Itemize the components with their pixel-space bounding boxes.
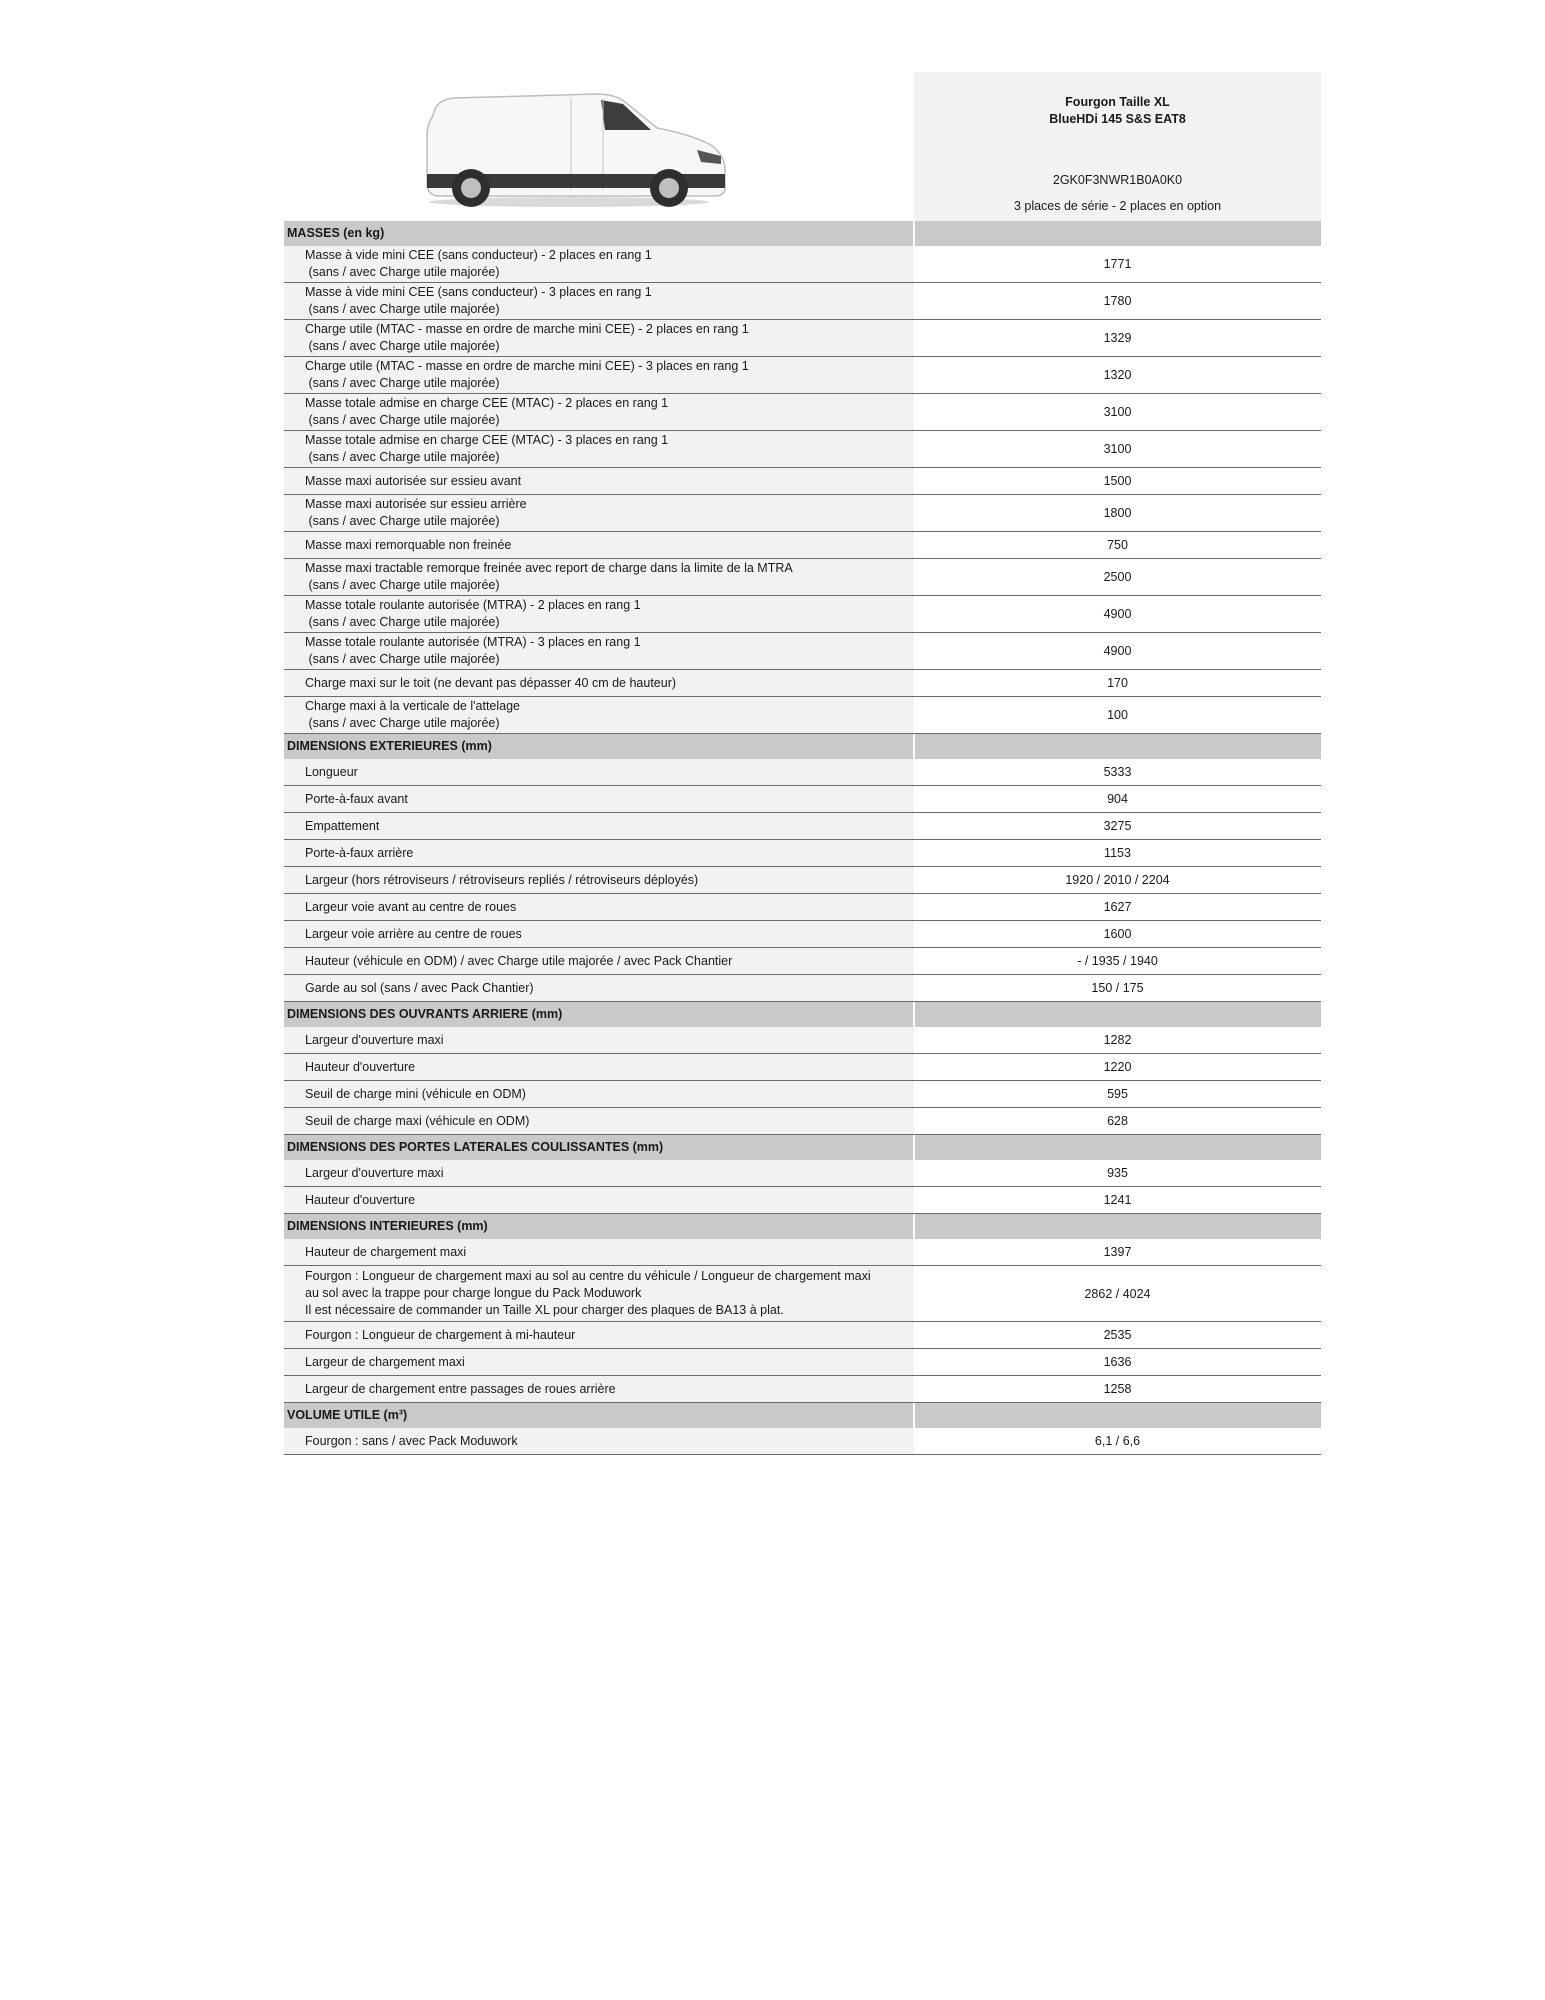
table-row [284, 357, 1321, 394]
row-label: Charge maxi à la verticale de l'attelage [305, 699, 521, 713]
row-label: Masse totale roulante autorisée (MTRA) - 3 places en rang 1 [305, 635, 641, 649]
row-label: Garde au sol (sans / avec Pack Chantier) [305, 980, 534, 995]
row-value: 935 [1107, 1166, 1128, 1180]
table-row [284, 1349, 1321, 1376]
table-row [284, 633, 1321, 670]
row-value: 4900 [1103, 644, 1132, 658]
section-header-interior [284, 1214, 1321, 1239]
table-row [284, 1266, 1321, 1322]
row-label: Masse maxi autorisée sur essieu arrière [305, 497, 527, 511]
table-row [284, 867, 1321, 894]
row-value: 1397 [1103, 1245, 1132, 1259]
row-value: 170 [1107, 676, 1128, 690]
table-row [284, 1108, 1321, 1135]
table-row [284, 759, 1321, 786]
row-value: 1600 [1103, 927, 1132, 941]
table-row [284, 948, 1321, 975]
row-value: - / 1935 / 1940 [1077, 954, 1158, 968]
row-label: Seuil de charge maxi (véhicule en ODM) [305, 1113, 530, 1128]
section-title: MASSES (en kg) [287, 226, 385, 240]
section-header-volume [284, 1403, 1321, 1428]
row-value: 3100 [1103, 442, 1132, 456]
row-label-sub: (sans / avec Charge utile majorée) [305, 265, 500, 279]
table-row [284, 1081, 1321, 1108]
model-name: Fourgon Taille XL [1065, 95, 1170, 109]
row-label: Longueur [305, 764, 358, 779]
row-label-sub: (sans / avec Charge utile majorée) [305, 578, 500, 592]
section-title: DIMENSIONS INTERIEURES (mm) [287, 1219, 488, 1233]
model-code: 2GK0F3NWR1B0A0K0 [1052, 173, 1183, 187]
table-row [284, 813, 1321, 840]
row-label: Fourgon : Longueur de chargement à mi-hauteur [305, 1327, 576, 1342]
row-value: 1800 [1103, 506, 1132, 520]
spec-sheet [284, 72, 1321, 1455]
table-row [284, 320, 1321, 357]
row-label: Porte-à-faux arrière [305, 845, 414, 860]
row-label: Charge utile (MTAC - masse en ordre de marche mini CEE) - 2 places en rang 1 [305, 322, 749, 336]
table-row [284, 1160, 1321, 1187]
table-row [284, 1187, 1321, 1214]
row-value: 1780 [1103, 294, 1132, 308]
row-label: Hauteur d'ouverture [305, 1059, 416, 1074]
section-header-exterior [284, 734, 1321, 759]
section-title: DIMENSIONS DES OUVRANTS ARRIERE (mm) [287, 1007, 563, 1021]
row-value: 1282 [1103, 1033, 1132, 1047]
row-value: 100 [1107, 708, 1128, 722]
row-label-sub: (sans / avec Charge utile majorée) [305, 450, 500, 464]
table-row [284, 840, 1321, 867]
model-header-cell [914, 72, 1321, 221]
row-value: 1153 [1104, 846, 1131, 860]
van-illustration [419, 86, 734, 211]
table-row [284, 1239, 1321, 1266]
table-row [284, 670, 1321, 697]
section-title: VOLUME UTILE (m³) [287, 1408, 408, 1422]
row-label: Charge utile (MTAC - masse en ordre de marche mini CEE) - 3 places en rang 1 [305, 359, 749, 373]
row-value: 750 [1107, 538, 1128, 552]
row-label: Masse maxi autorisée sur essieu avant [305, 473, 522, 488]
section-header-rear-openings [284, 1002, 1321, 1027]
row-value: 1241 [1103, 1193, 1132, 1207]
row-label: Hauteur (véhicule en ODM) / avec Charge utile majorée / avec Pack Chantier [305, 953, 733, 968]
row-value: 1920 / 2010 / 2204 [1065, 873, 1170, 887]
row-label-sub: (sans / avec Charge utile majorée) [305, 652, 500, 666]
section-header-masses [284, 221, 1321, 246]
row-label: Masse maxi tractable remorque freinée avec report de charge dans la limite de la MTRA [305, 561, 793, 575]
table-row [284, 894, 1321, 921]
table-row [284, 1027, 1321, 1054]
table-row [284, 1376, 1321, 1403]
table-row [284, 697, 1321, 734]
row-label: Fourgon : sans / avec Pack Moduwork [305, 1433, 518, 1448]
row-label: Largeur d'ouverture maxi [305, 1165, 444, 1180]
row-label: Largeur de chargement maxi [305, 1354, 465, 1369]
table-header [284, 72, 1321, 221]
row-value: 1329 [1103, 331, 1132, 345]
row-value: 2535 [1103, 1328, 1132, 1342]
row-value: 3275 [1103, 819, 1132, 833]
row-label: Largeur d'ouverture maxi [305, 1032, 444, 1047]
table-row [284, 1054, 1321, 1081]
table-row [284, 786, 1321, 813]
row-label: Hauteur d'ouverture [305, 1192, 416, 1207]
row-label-sub: (sans / avec Charge utile majorée) [305, 514, 500, 528]
engine-name: BlueHDi 145 S&S EAT8 [1049, 112, 1186, 126]
table-row [284, 1322, 1321, 1349]
row-label: Largeur (hors rétroviseurs / rétroviseurs repliés / rétroviseurs déployés) [305, 872, 699, 887]
row-label: Masse totale roulante autorisée (MTRA) - 2 places en rang 1 [305, 598, 641, 612]
row-label: Masse totale admise en charge CEE (MTAC) - 3 places en rang 1 [305, 433, 669, 447]
row-label-sub: (sans / avec Charge utile majorée) [305, 339, 500, 353]
row-label: Seuil de charge mini (véhicule en ODM) [305, 1086, 526, 1101]
row-label: Masse à vide mini CEE (sans conducteur) - 3 places en rang 1 [305, 285, 652, 299]
row-value: 1627 [1103, 900, 1132, 914]
table-row [284, 283, 1321, 320]
row-value: 1258 [1103, 1382, 1132, 1396]
row-value: 5333 [1103, 765, 1132, 779]
row-label: Masse totale admise en charge CEE (MTAC) - 2 places en rang 1 [305, 396, 669, 410]
row-label: Fourgon : Longueur de chargement maxi au sol au centre du véhicule / Longueur de chargement maxi [305, 1269, 871, 1283]
row-value: 1220 [1103, 1060, 1132, 1074]
row-label-sub: (sans / avec Charge utile majorée) [305, 716, 500, 730]
table-row [284, 1428, 1321, 1455]
row-value: 150 / 175 [1091, 981, 1144, 995]
row-label-sub: (sans / avec Charge utile majorée) [305, 376, 500, 390]
table-row [284, 559, 1321, 596]
model-title [914, 94, 1321, 128]
row-label-sub: (sans / avec Charge utile majorée) [305, 615, 500, 629]
row-label: Empattement [305, 818, 380, 833]
row-label-sub: (sans / avec Charge utile majorée) [305, 302, 500, 316]
row-value: 4900 [1103, 607, 1132, 621]
row-value: 2500 [1103, 570, 1132, 584]
row-value: 628 [1107, 1114, 1128, 1128]
row-label-sub: au sol avec la trappe pour charge longue du Pack Moduwork [305, 1286, 642, 1300]
row-value: 595 [1107, 1087, 1128, 1101]
row-value: 1320 [1103, 368, 1132, 382]
table-row [284, 532, 1321, 559]
table-row [284, 495, 1321, 532]
table-row [284, 246, 1321, 283]
row-value: 1500 [1103, 474, 1132, 488]
table-row [284, 975, 1321, 1002]
row-label: Largeur voie arrière au centre de roues [305, 926, 522, 941]
van-image-cell [284, 72, 914, 221]
row-label-sub: (sans / avec Charge utile majorée) [305, 413, 500, 427]
row-value: 1771 [1103, 257, 1132, 271]
row-label: Porte-à-faux avant [305, 791, 408, 806]
table-row [284, 921, 1321, 948]
row-label: Masse maxi remorquable non freinée [305, 537, 512, 552]
row-label: Masse à vide mini CEE (sans conducteur) - 2 places en rang 1 [305, 248, 652, 262]
row-value: 3100 [1103, 405, 1132, 419]
seats-info: 3 places de série - 2 places en option [1013, 199, 1222, 213]
row-value: 2862 / 4024 [1084, 1286, 1151, 1301]
row-value: 904 [1107, 792, 1128, 806]
table-row [284, 431, 1321, 468]
row-label-note: Il est nécessaire de commander un Taille XL pour charger des plaques de BA13 à plat. [305, 1303, 784, 1317]
row-value: 1636 [1103, 1355, 1132, 1369]
section-title: DIMENSIONS EXTERIEURES (mm) [287, 739, 492, 753]
row-value: 6,1 / 6,6 [1094, 1434, 1141, 1448]
table-row [284, 394, 1321, 431]
section-title: DIMENSIONS DES PORTES LATERALES COULISSANTES (mm) [287, 1140, 664, 1154]
table-row [284, 596, 1321, 633]
table-row [284, 468, 1321, 495]
row-label: Charge maxi sur le toit (ne devant pas dépasser 40 cm de hauteur) [305, 675, 677, 690]
row-label: Largeur de chargement entre passages de roues arrière [305, 1381, 616, 1396]
row-label: Largeur voie avant au centre de roues [305, 899, 517, 914]
row-label: Hauteur de chargement maxi [305, 1244, 467, 1259]
section-header-side-doors [284, 1135, 1321, 1160]
